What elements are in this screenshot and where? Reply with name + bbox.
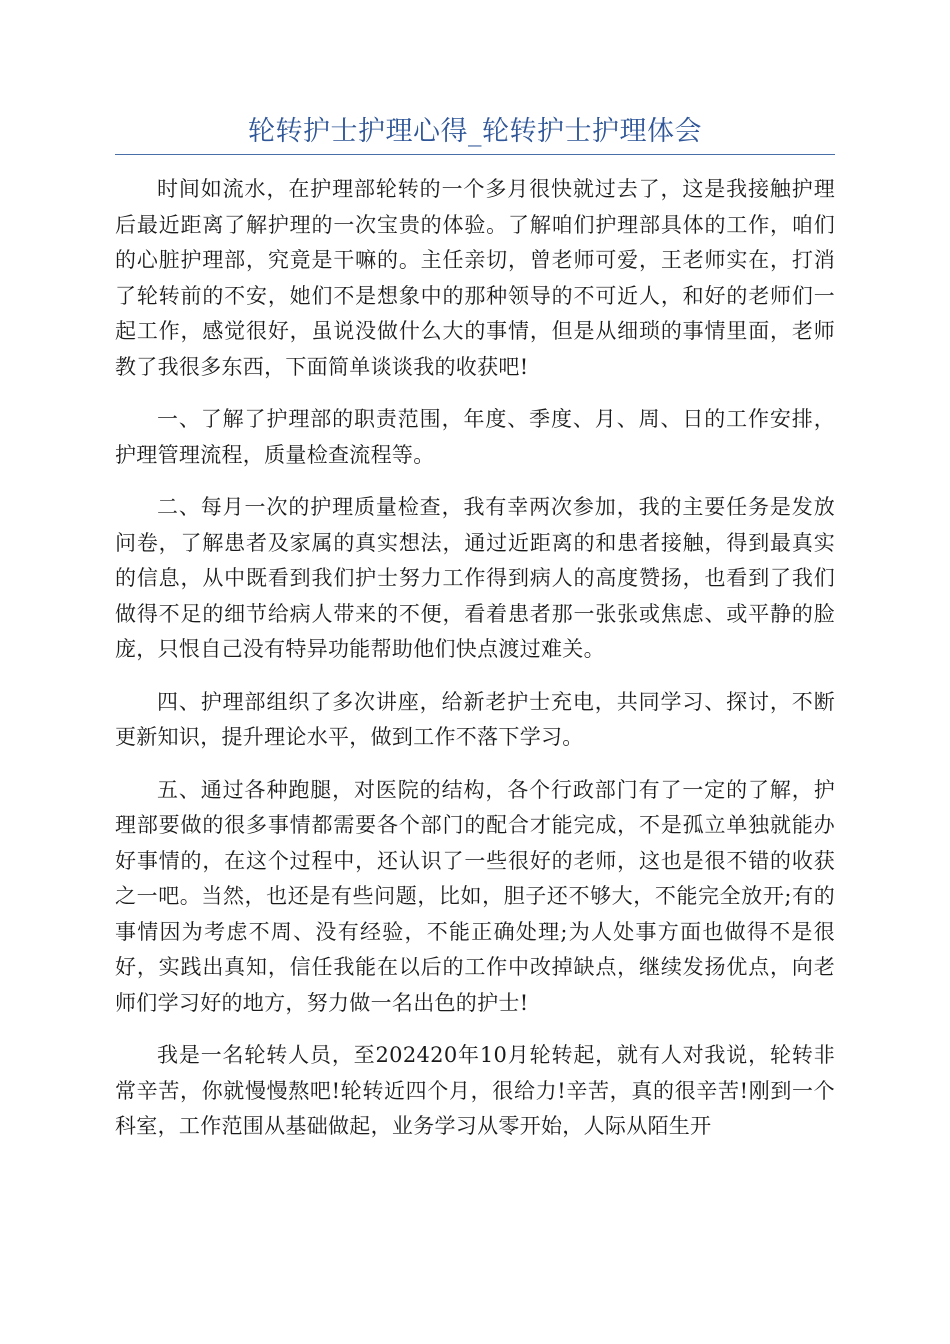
paragraph-intro: 时间如流水，在护理部轮转的一个多月很快就过去了，这是我接触护理后最近距离了解护理的一次宝贵的体验。了解咱们护理部具体的工作，咱们的心脏护理部，究竟是干嘛的。主任亲切，曾老师可爱，王老师实在，打消了轮转前的不安，她们不是想象中的那种领导的不可近人，和好的老师们一起工作，感觉很好，虽说没做什么大的事情，但是从细琐的事情里面，老师教了我很多东西，下面简单谈谈我的收获吧! [115,177,835,379]
paragraph-continuation: 我是一名轮转人员，至202420年10月轮转起，就有人对我说，轮转非常辛苦，你就慢慢熬吧!轮转近四个月，很给力!辛苦，真的很辛苦!刚到一个科室，工作范围从基础做起，业务学习从零开始，人际从陌生开 [115,1043,835,1138]
title-underline [115,154,835,155]
document-body [115,172,835,1162]
paragraph-item-2: 二、每月一次的护理质量检查，我有幸两次参加，我的主要任务是发放问卷，了解患者及家属的真实想法，通过近距离的和患者接触，得到最真实的信息，从中既看到我们护士努力工作得到病人的高度赞扬，也看到了我们做得不足的细节给病人带来的不便，看着患者那一张张或焦虑、或平静的脸庞，只恨自己没有特异功能帮助他们快点渡过难关。 [115,495,835,661]
document-title: 轮转护士护理心得_轮转护士护理体会 [248,116,702,147]
paragraph-item-4: 四、护理部组织了多次讲座，给新老护士充电，共同学习、探讨，不断更新知识，提升理论水平，做到工作不落下学习。 [115,689,835,749]
paragraph-item-5: 五、通过各种跑腿，对医院的结构，各个行政部门有了一定的了解，护理部要做的很多事情都需要各个部门的配合才能完成，不是孤立单独就能办好事情的，在这个过程中，还认识了一些很好的老师，这也是很不错的收获之一吧。当然，也还是有些问题，比如，胆子还不够大，不能完全放开;有的事情因为考虑不周、没有经验，不能正确处理;为人处事方面也做得不是很好，实践出真知，信任我能在以后的工作中改掉缺点，继续发扬优点，向老师们学习好的地方，努力做一名出色的护士! [115,777,835,1015]
paragraph-item-1: 一、了解了护理部的职责范围，年度、季度、月、周、日的工作安排，护理管理流程，质量检查流程等。 [115,407,835,467]
